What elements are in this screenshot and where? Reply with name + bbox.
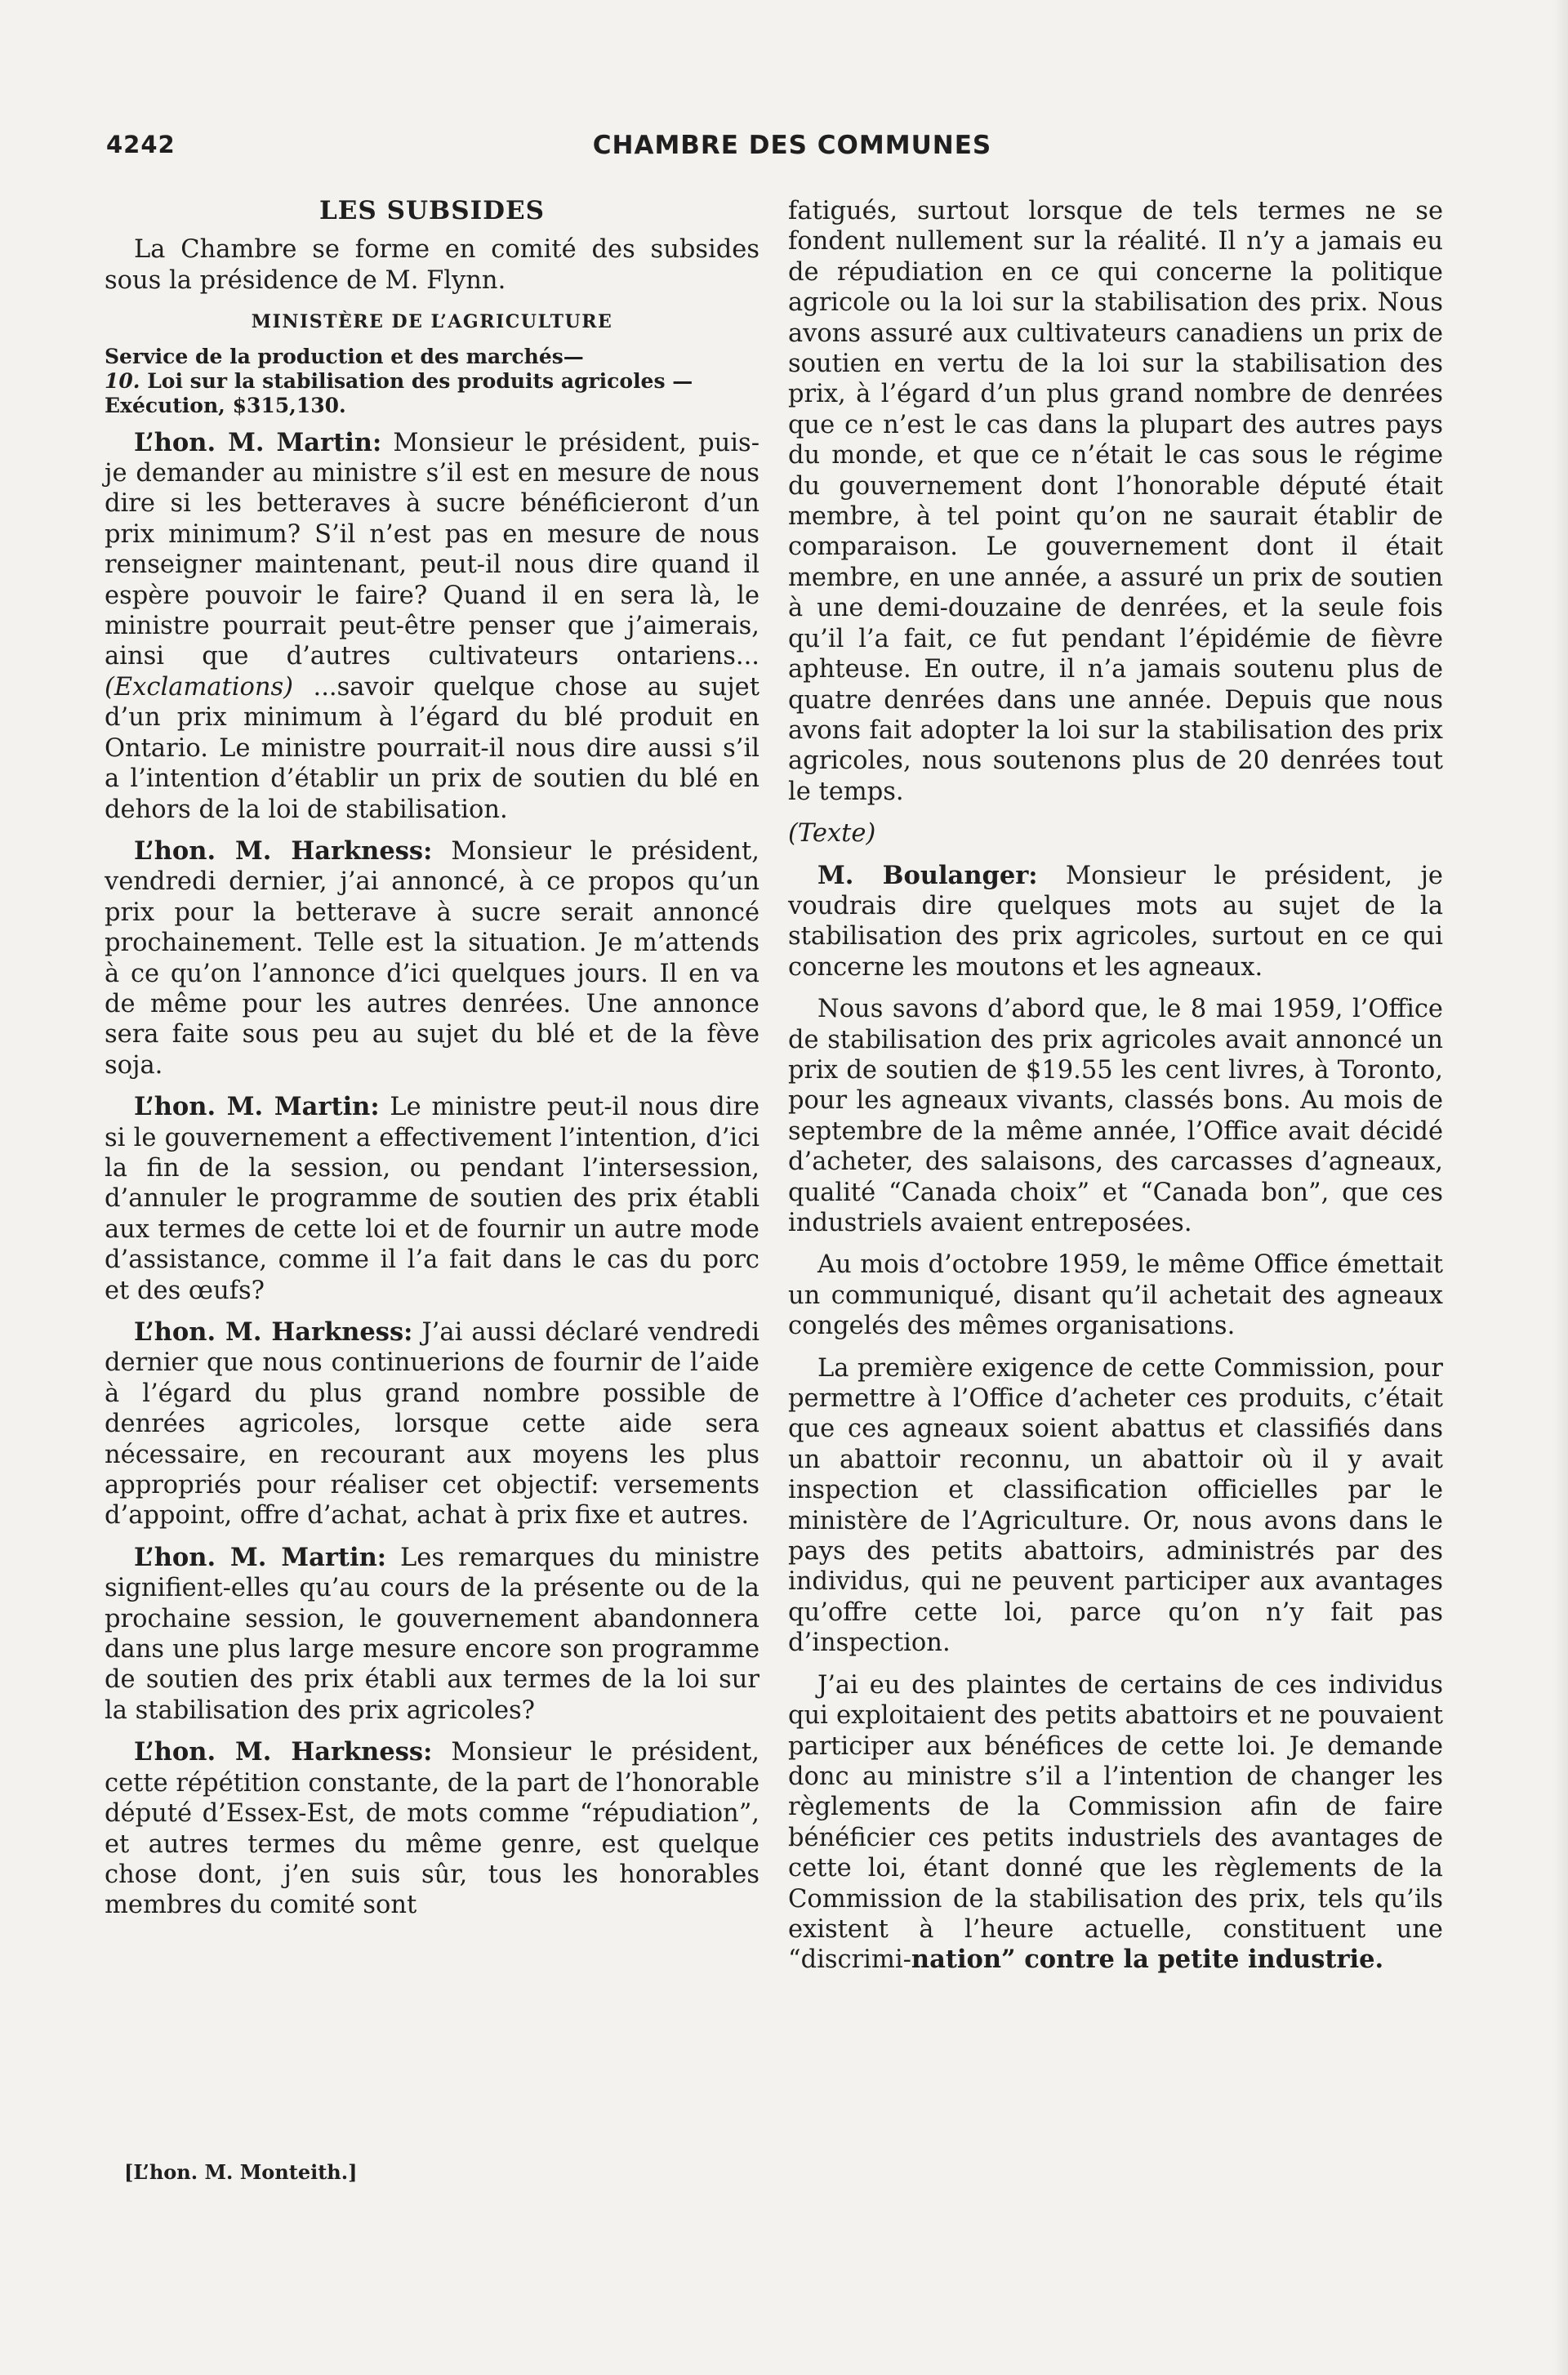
speech-harkness-3-cont: fatigués, surtout lorsque de tels termes ne se fondent nullement sur la réalité. Il n’y a jamais eu de répudiation en ce qui concerne la politique agricole ou la loi sur la stabilisation des prix. Nous avons assuré aux cultivateurs canadiens un prix de soutien en vertu de la loi sur la stabilisation des prix, à l’égard d’un plus grand nombre de denrées que ce n’est le cas dans la plupart des autres pays du monde, et que ce n’était le cas sous le régime du gouvernement dont l’honorable député était membre, à tel point qu’on ne saurait établir de comparaison. Le gouvernement dont il était membre, en une année, a assuré un prix de soutien à une demi-douzaine de denrées, et la seule fois qu’il l’a fait, ce fut pendant l’épidémie de fièvre aphteuse. En outre, il n’a jamais soutenu plus de quatre denrées dans une année. Depuis que nous avons fait adopter la loi sur la stabilisation des prix agricoles, nous soutenons plus de 20 denrées tout le temps.: [788, 197, 1443, 806]
speaker-name: L’hon. M. Harkness:: [134, 835, 433, 866]
speech-text: Monsieur le président, je voudrais dire quelques mots au sujet de la stabilisation des prix agricoles, surtout en ce qui concerne les moutons et les agneaux.: [788, 861, 1443, 982]
speaker-name: L’hon. M. Martin:: [134, 1542, 387, 1572]
speech-text: Monsieur le président, puis-je demander au ministre s’il est en mesure de nous dire si les betteraves à sucre bénéficieront d’un prix minimum? S’il n’est pas en mesure de nous renseigner maintenant, peut-il nous dire quand il espère pouvoir le faire? Quand il en sera là, le ministre pourrait peut-être penser que j’aimerais, ainsi que d’autres cultivateurs ontariens...: [105, 428, 760, 671]
paragraph: [788, 1670, 1443, 1976]
section-title: LES SUBSIDES: [318, 196, 545, 225]
vote-text: Loi sur la stabilisation des produits agricoles —Exécution, $315,130.: [105, 368, 693, 417]
vote-number: 10.: [105, 368, 140, 393]
speech-text: Monsieur le président, cette répétition constante, de la part de l’honorable député d’Essex-Est, de mots comme “répudiation”, et autres termes du même genre, est quelque chose dont, j’en suis sûr, tous les honorables membres du comité sont: [105, 1738, 760, 1920]
speech-martin-2: [105, 1092, 760, 1306]
paragraph: La première exigence de cette Commission, pour permettre à l’Office d’acheter ces produits, c’était que ces agneaux soient abattus et classifiés dans un abattoir reconnu, un abattoir où il y avait inspection et classification officielles par le ministère de l’Agriculture. Or, nous avons dans le pays des petits abattoirs, administrés par des individus, qui ne peuvent participer aux avantages qu’offre cette loi, parce qu’on n’y fait pas d’inspection.: [788, 1353, 1443, 1658]
vote-service: Service de la production et des marchés—: [105, 344, 584, 368]
vote-item: [105, 345, 760, 418]
speaker-name: L’hon. M. Martin:: [134, 427, 382, 457]
interjection: (Exclamations): [105, 672, 294, 702]
right-column: [788, 196, 1443, 1987]
paragraph: Au mois d’octobre 1959, le même Office émettait un communiqué, disant qu’il achetait des agneaux congelés des mêmes organisations.: [788, 1250, 1443, 1341]
page-edge-shadow: [1553, 0, 1568, 2375]
speaker-name: M. Boulanger:: [817, 860, 1038, 890]
speaker-name: L’hon. M. Martin:: [134, 1092, 380, 1122]
speech-text: J’ai aussi déclaré vendredi dernier que nous continuerions de fournir de l’aide à l’égard du plus grand nombre possible de denrées agricoles, lorsque cette aide sera nécessaire, en recourant aux moyens les plus appropriés pour réaliser cet objectif: versements d’appoint, offre d’achat, achat à prix fixe et autres.: [105, 1318, 760, 1531]
speech-harkness-1: [105, 836, 760, 1081]
vote-description: [105, 369, 760, 418]
speech-harkness-3: [105, 1737, 760, 1920]
speech-martin-1: [105, 428, 760, 825]
paragraph-text-bold: nation” contre la petite industrie.: [911, 1945, 1384, 1975]
speech-martin-3: [105, 1543, 760, 1726]
speech-boulanger-1: [788, 861, 1443, 983]
speaker-name: L’hon. M. Harkness:: [134, 1737, 433, 1767]
committee-intro: La Chambre se forme en comité des subsides sous la présidence de M. Flynn.: [105, 235, 760, 295]
journal-title: CHAMBRE DES COMMUNES: [592, 131, 992, 160]
page-footnote: [L’hon. M. Monteith.]: [124, 2160, 358, 2184]
left-column: [105, 196, 760, 1932]
page-number: 4242: [106, 131, 176, 158]
speech-harkness-2: [105, 1317, 760, 1531]
paragraph: Nous savons d’abord que, le 8 mai 1959, l’Office de stabilisation des prix agricoles avait annoncé un prix de soutien de $19.55 les cent livres, à Toronto, pour les agneaux vivants, classés bons. Au mois de septembre de la même année, l’Office avait décidé d’acheter, des salaisons, des carcasses d’agneaux, qualité “Canada choix” et “Canada bon”, que ces industriels avaient entreposées.: [788, 995, 1443, 1237]
running-head: [106, 131, 1478, 167]
speech-text: Monsieur le président, vendredi dernier, j’ai annoncé, à ce propos qu’un prix pour la betterave à sucre serait annoncé prochainement. Telle est la situation. Je m’attends à ce qu’on l’annonce d’ici quelques jours. Il en va de même pour les autres denrées. Une annonce sera faite sous peu au sujet du blé et de la fève soja.: [105, 836, 760, 1080]
speech-text: Le ministre peut-il nous dire si le gouvernement a effectivement l’intention, d’ici la fin de la session, ou pendant l’intersession, d’annuler le programme de soutien des prix établi aux termes de cette loi et de fournir un autre mode d’assistance, comme il l’a fait dans le cas du porc et des œufs?: [105, 1093, 760, 1305]
ministry-heading: MINISTÈRE DE L’AGRICULTURE: [251, 311, 613, 333]
language-marker: (Texte): [788, 819, 876, 849]
speaker-name: L’hon. M. Harkness:: [134, 1317, 413, 1347]
speech-text-cont: ...savoir quelque chose au sujet d’un prix minimum à l’égard du blé produit en Ontario. Le ministre pourrait-il nous dire aussi s’il a l’intention d’établir un prix de soutien du blé en dehors de la loi de stabilisation.: [105, 672, 760, 824]
speech-text: Les remarques du ministre signifient-elles qu’au cours de la présente ou de la prochaine session, le gouvernement abandonnera dans une plus large mesure encore son programme de soutien des prix établi aux termes de la loi sur la stabilisation des prix agricoles?: [105, 1543, 760, 1725]
paragraph-text: J’ai eu des plaintes de certains de ces individus qui exploitaient des petits abattoirs et ne pouvaient participer aux bénéfices de cette loi. Je demande donc au ministre s’il a l’intention de changer les règlements de la Commission afin de faire bénéficier ces petits industriels des avantages de cette loi, étant donné que les règlements de la Commission de la stabilisation des prix, tels qu’ils existent à l’heure actuelle, constituent une “discrimi-: [788, 1670, 1443, 1975]
